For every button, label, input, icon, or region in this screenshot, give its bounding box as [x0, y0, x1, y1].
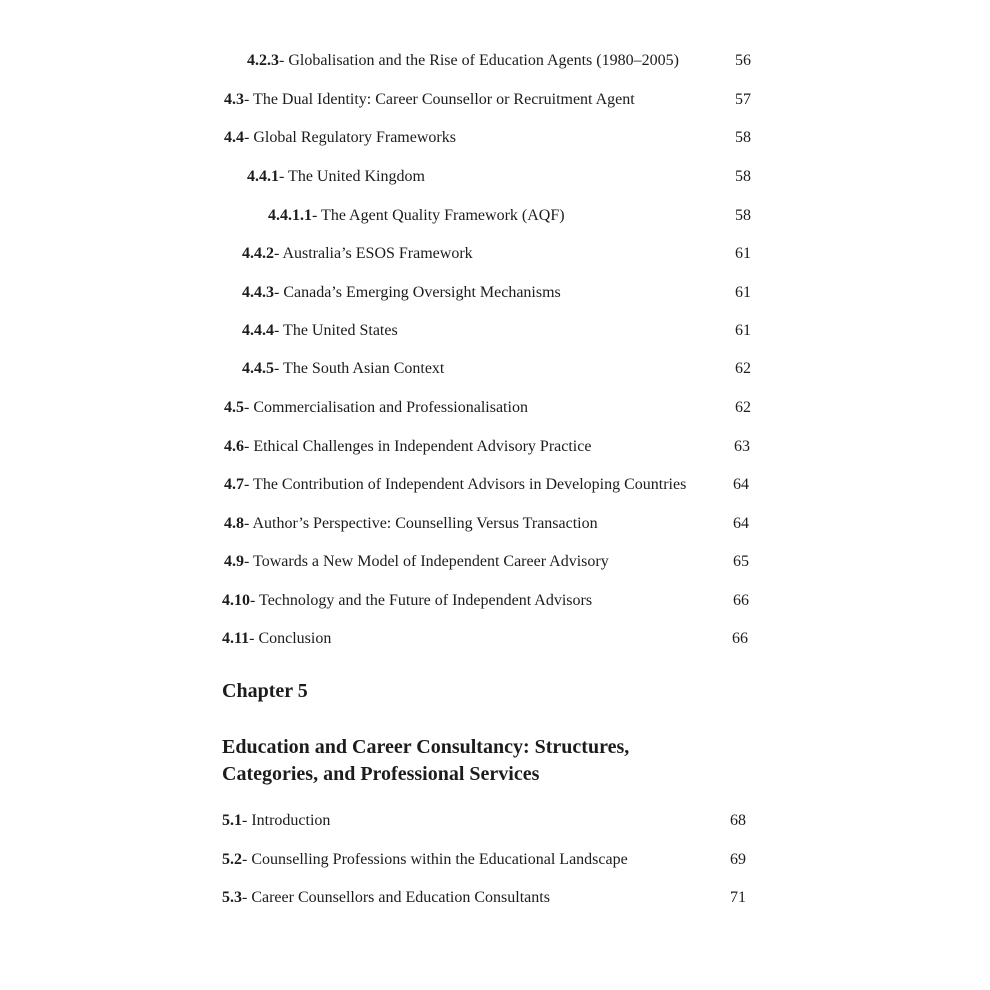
- toc-entry-title: Canada’s Emerging Oversight Mechanisms: [283, 284, 561, 301]
- toc-entry-number: 4.4.2: [242, 245, 274, 262]
- toc-entry: 4.10- Technology and the Future of Independent Advisors 66: [222, 589, 753, 613]
- toc-entry-title: The Agent Quality Framework (AQF): [321, 207, 565, 224]
- toc-entry-number: 4.4.1.1: [268, 207, 312, 224]
- toc-entry-number: 4.2.3: [247, 52, 279, 69]
- toc-entry-page: 66: [732, 630, 748, 647]
- toc-entry: 4.11- Conclusion 66: [222, 627, 753, 651]
- toc-entry: 4.2.3- Globalisation and the Rise of Education Agents (1980–2005) 56: [247, 49, 753, 73]
- toc-entry-title: The United Kingdom: [288, 168, 425, 185]
- chapter-title-line: Education and Career Consultancy: Structures,: [222, 736, 630, 758]
- toc-entry-title: Commercialisation and Professionalisation: [253, 399, 528, 416]
- toc-entry-number: 4.7: [224, 476, 244, 493]
- toc-entry: 4.8- Author’s Perspective: Counselling Versus Transaction 64: [224, 512, 753, 536]
- toc-entry-title: The Dual Identity: Career Counsellor or Recruitment Agent: [253, 91, 635, 108]
- toc-entry-title: The South Asian Context: [283, 360, 445, 377]
- toc-entry-page: 61: [735, 322, 751, 339]
- toc-entry-number: 4.4: [224, 129, 244, 146]
- toc-entry-title: Globalisation and the Rise of Education Agents (1980–2005): [288, 52, 679, 69]
- toc-entry-title: Introduction: [251, 812, 331, 829]
- toc-entry: 4.3- The Dual Identity: Career Counsellor or Recruitment Agent 57: [224, 88, 753, 112]
- toc-entry-page: 61: [735, 284, 751, 301]
- toc-entry-number: 4.4.3: [242, 284, 274, 301]
- toc-entry: 4.4.5- The South Asian Context 62: [242, 357, 753, 381]
- toc-entry-number: 4.10: [222, 592, 250, 609]
- toc-entry-title: The United States: [283, 322, 398, 339]
- toc-entry-title: Ethical Challenges in Independent Advisory Practice: [253, 438, 592, 455]
- toc-entry-page: 58: [735, 168, 751, 185]
- toc-entry-number: 4.11: [222, 630, 250, 647]
- toc-entry-number: 4.5: [224, 399, 244, 416]
- toc-entry: 4.9- Towards a New Model of Independent Career Advisory 65: [224, 550, 753, 574]
- toc-entry-title: Author’s Perspective: Counselling Versus Transaction: [252, 515, 598, 532]
- toc-entry-title: Australia’s ESOS Framework: [282, 245, 473, 262]
- toc-entry-number: 5.2: [222, 851, 242, 868]
- toc-entry-page: 66: [733, 592, 749, 609]
- toc-entry: 4.4.1- The United Kingdom 58: [247, 165, 753, 189]
- toc-entry-title: Towards a New Model of Independent Career Advisory: [253, 553, 609, 570]
- toc-entry: 4.4.1.1- The Agent Quality Framework (AQF) 58: [268, 204, 753, 228]
- chapter-title: [222, 734, 742, 788]
- toc-entry-number: 4.3: [224, 91, 244, 108]
- toc-entry-title: Counselling Professions within the Educational Landscape: [251, 851, 628, 868]
- toc-entry-page: 64: [733, 476, 749, 493]
- toc-entry-title: The Contribution of Independent Advisors in Developing Countries: [253, 476, 687, 493]
- toc-entry-number: 4.4.1: [247, 168, 279, 185]
- toc-entry: 4.4.4- The United States 61: [242, 319, 753, 343]
- toc-entry-number: 4.4.5: [242, 360, 274, 377]
- toc-entry: 4.4- Global Regulatory Frameworks 58: [224, 126, 753, 150]
- toc-entry-page: 62: [735, 360, 751, 377]
- toc-entry-page: 61: [735, 245, 751, 262]
- toc-entry-title: Technology and the Future of Independent Advisors: [259, 592, 593, 609]
- toc-entry: 4.5- Commercialisation and Professionalisation 62: [224, 396, 753, 420]
- toc-entry-page: 65: [733, 553, 749, 570]
- toc-entry-page: 57: [735, 91, 751, 108]
- toc-entry: 4.7- The Contribution of Independent Advisors in Developing Countries 64: [224, 473, 753, 497]
- toc-entry-page: 64: [733, 515, 749, 532]
- chapter-title-line: Categories, and Professional Services: [222, 763, 540, 785]
- toc-entry: 4.4.2- Australia’s ESOS Framework 61: [242, 242, 753, 266]
- toc-entry-page: 68: [730, 812, 746, 829]
- toc-entry-number: 5.1: [222, 812, 242, 829]
- chapter-heading: Chapter 5: [222, 680, 308, 702]
- toc-entry-number: 4.4.4: [242, 322, 274, 339]
- toc-entry-number: 4.8: [224, 515, 244, 532]
- toc-entry: 5.2- Counselling Professions within the Educational Landscape 69: [222, 848, 753, 872]
- toc-entry-page: 58: [735, 129, 751, 146]
- toc-entry-title: Conclusion: [258, 630, 332, 647]
- toc-entry-page: 71: [730, 889, 746, 906]
- toc-entry: 5.1- Introduction 68: [222, 809, 753, 833]
- toc-entry-page: 56: [735, 52, 751, 69]
- toc-entry-title: Global Regulatory Frameworks: [253, 129, 456, 146]
- toc-entry-number: 4.9: [224, 553, 244, 570]
- toc-entry-title: Career Counsellors and Education Consultants: [251, 889, 550, 906]
- toc-entry: 5.3- Career Counsellors and Education Consultants 71: [222, 886, 753, 910]
- toc-entry: 4.6- Ethical Challenges in Independent Advisory Practice 63: [224, 435, 753, 459]
- toc-entry-page: 63: [734, 438, 750, 455]
- toc-entry-page: 69: [730, 851, 746, 868]
- toc-entry-page: 62: [735, 399, 751, 416]
- toc-entry-page: 58: [735, 207, 751, 224]
- toc-entry-number: 5.3: [222, 889, 242, 906]
- toc-entry: 4.4.3- Canada’s Emerging Oversight Mechanisms 61: [242, 281, 753, 305]
- toc-entry-number: 4.6: [224, 438, 244, 455]
